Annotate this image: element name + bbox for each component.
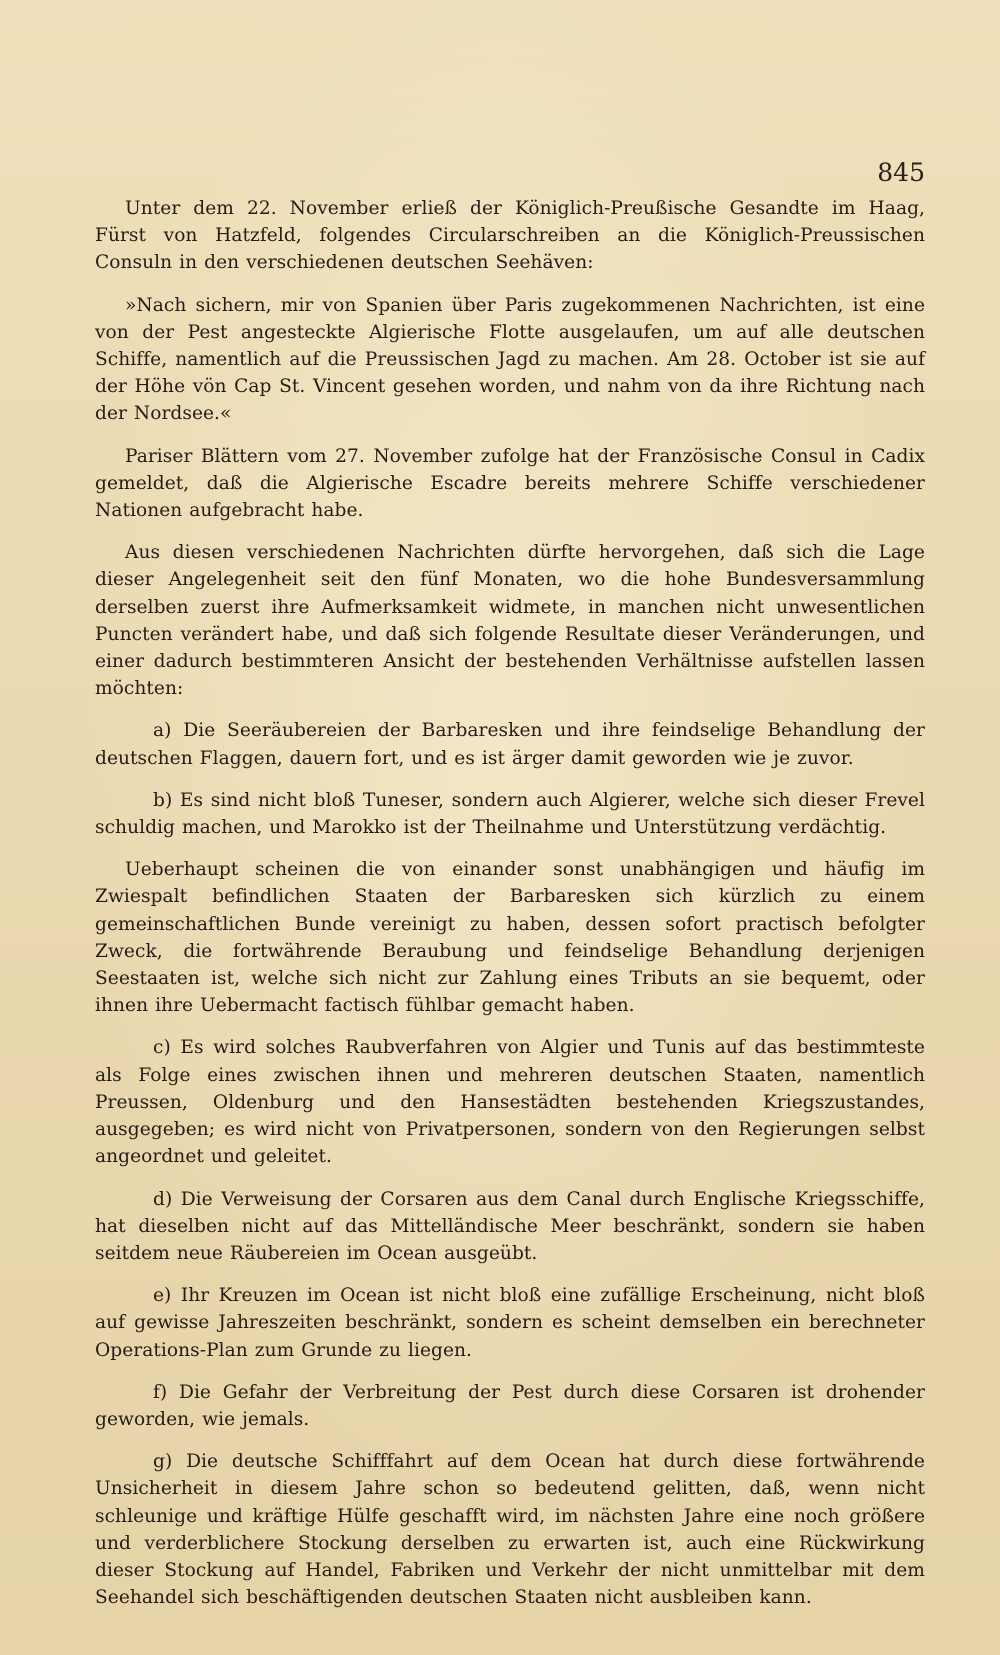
- body-text: [95, 195, 925, 1611]
- paragraph-item-f: f) Die Gefahr der Verbreitung der Pest durch diese Corsaren ist drohender geworden, wie jemals.: [95, 1381, 925, 1430]
- paragraph-conclusions-intro: Aus diesen verschiedenen Nachrichten dürfte hervorgehen, daß sich die Lage dieser Angelegenheit seit den fünf Monaten, wo die hohe Bundesversammlung derselben zuerst ihre Aufmerksamkeit widmete, in manchen nicht unwesentlichen Puncten verändert habe, und daß sich folgende Resultate dieser Veränderungen, und einer dadurch bestimmteren Ansicht der bestehenden Verhältnisse aufstellen lassen möchten:: [95, 542, 925, 700]
- paragraph-circular-intro: Unter dem 22. November erließ der Königlich-Preußische Gesandte im Haag, Fürst von Hatzfeld, folgendes Circularschreiben an die Königlich-Preussischen Consuln in den verschiedenen deutschen Seehäven:: [95, 198, 925, 274]
- paragraph-item-d: d) Die Verweisung der Corsaren aus dem Canal durch Englische Kriegsschiffe, hat dieselben nicht auf das Mittelländische Meer beschränkt, sondern sie haben seitdem neue Räubereien im Ocean ausgeübt.: [95, 1188, 925, 1264]
- paragraph-circular-quote: »Nach sichern, mir von Spanien über Paris zugekommenen Nachrichten, ist eine von der Pest angesteckte Algierische Flotte ausgelaufen, um auf alle deutschen Schiffe, namentlich auf die Preussischen Jagd zu machen. Am 28. October ist sie auf der Höhe vön Cap St. Vincent gesehen worden, und nahm von da ihre Richtung nach der Nordsee.«: [95, 294, 925, 425]
- page-number: 845: [877, 158, 925, 187]
- paragraph-item-a: a) Die Seeräubereien der Barbaresken und ihre feindselige Behandlung der deutschen Flaggen, dauern fort, und es ist ärger damit geworden wie je zuvor.: [95, 720, 925, 769]
- paragraph-paris-reports: Pariser Blättern vom 27. November zufolge hat der Französische Consul in Cadix gemeldet, daß die Algierische Escadre bereits mehrere Schiffe verschiedener Nationen aufgebracht habe.: [95, 445, 925, 522]
- paragraph-item-c: c) Es wird solches Raubverfahren von Algier und Tunis auf das bestimmteste als Folge eines zwischen ihnen und mehreren deutschen Staaten, namentlich Preussen, Oldenburg und den Hansestädten bestehenden Kriegszustandes, ausgegeben; es wird nicht von Privatpersonen, sondern von den Regierungen selbst angeordnet und geleitet.: [95, 1037, 925, 1168]
- paragraph-item-g: g) Die deutsche Schifffahrt auf dem Ocean hat durch diese fortwährende Unsicherheit in diesem Jahre schon so bedeutend gelitten, daß, wenn nicht schleunige und kräftige Hülfe geschafft wird, im nächsten Jahre eine noch größere und verderblichere Stockung derselben zu erwarten ist, auch eine Rückwirkung dieser Stockung auf Handel, Fabriken und Verkehr der nicht unmittelbar mit dem Seehandel sich beschäftigenden deutschen Staaten nicht ausbleiben kann.: [95, 1451, 925, 1609]
- paragraph-item-e: e) Ihr Kreuzen im Ocean ist nicht bloß eine zufällige Erscheinung, nicht bloß auf gewisse Jahreszeiten beschränkt, sondern es scheint demselben ein berechneter Operations-Plan zum Grunde zu liegen.: [95, 1285, 925, 1361]
- paragraph-general-remark: Ueberhaupt scheinen die von einander sonst unabhängigen und häufig im Zwiespalt befindlichen Staaten der Barbaresken sich kürzlich zu einem gemeinschaftlichen Bunde vereinigt zu haben, dessen sofort practisch befolgter Zweck, die fortwährende Beraubung und feindselige Behandlung derjenigen Seestaaten ist, welche sich nicht zur Zahlung eines Tributs an sie bequemt, oder ihnen ihre Uebermacht factisch fühlbar gemacht haben.: [95, 859, 925, 1017]
- paragraph-item-b: b) Es sind nicht bloß Tuneser, sondern auch Algierer, welche sich dieser Frevel schuldig machen, und Marokko ist der Theilnahme und Unterstützung verdächtig.: [95, 789, 925, 839]
